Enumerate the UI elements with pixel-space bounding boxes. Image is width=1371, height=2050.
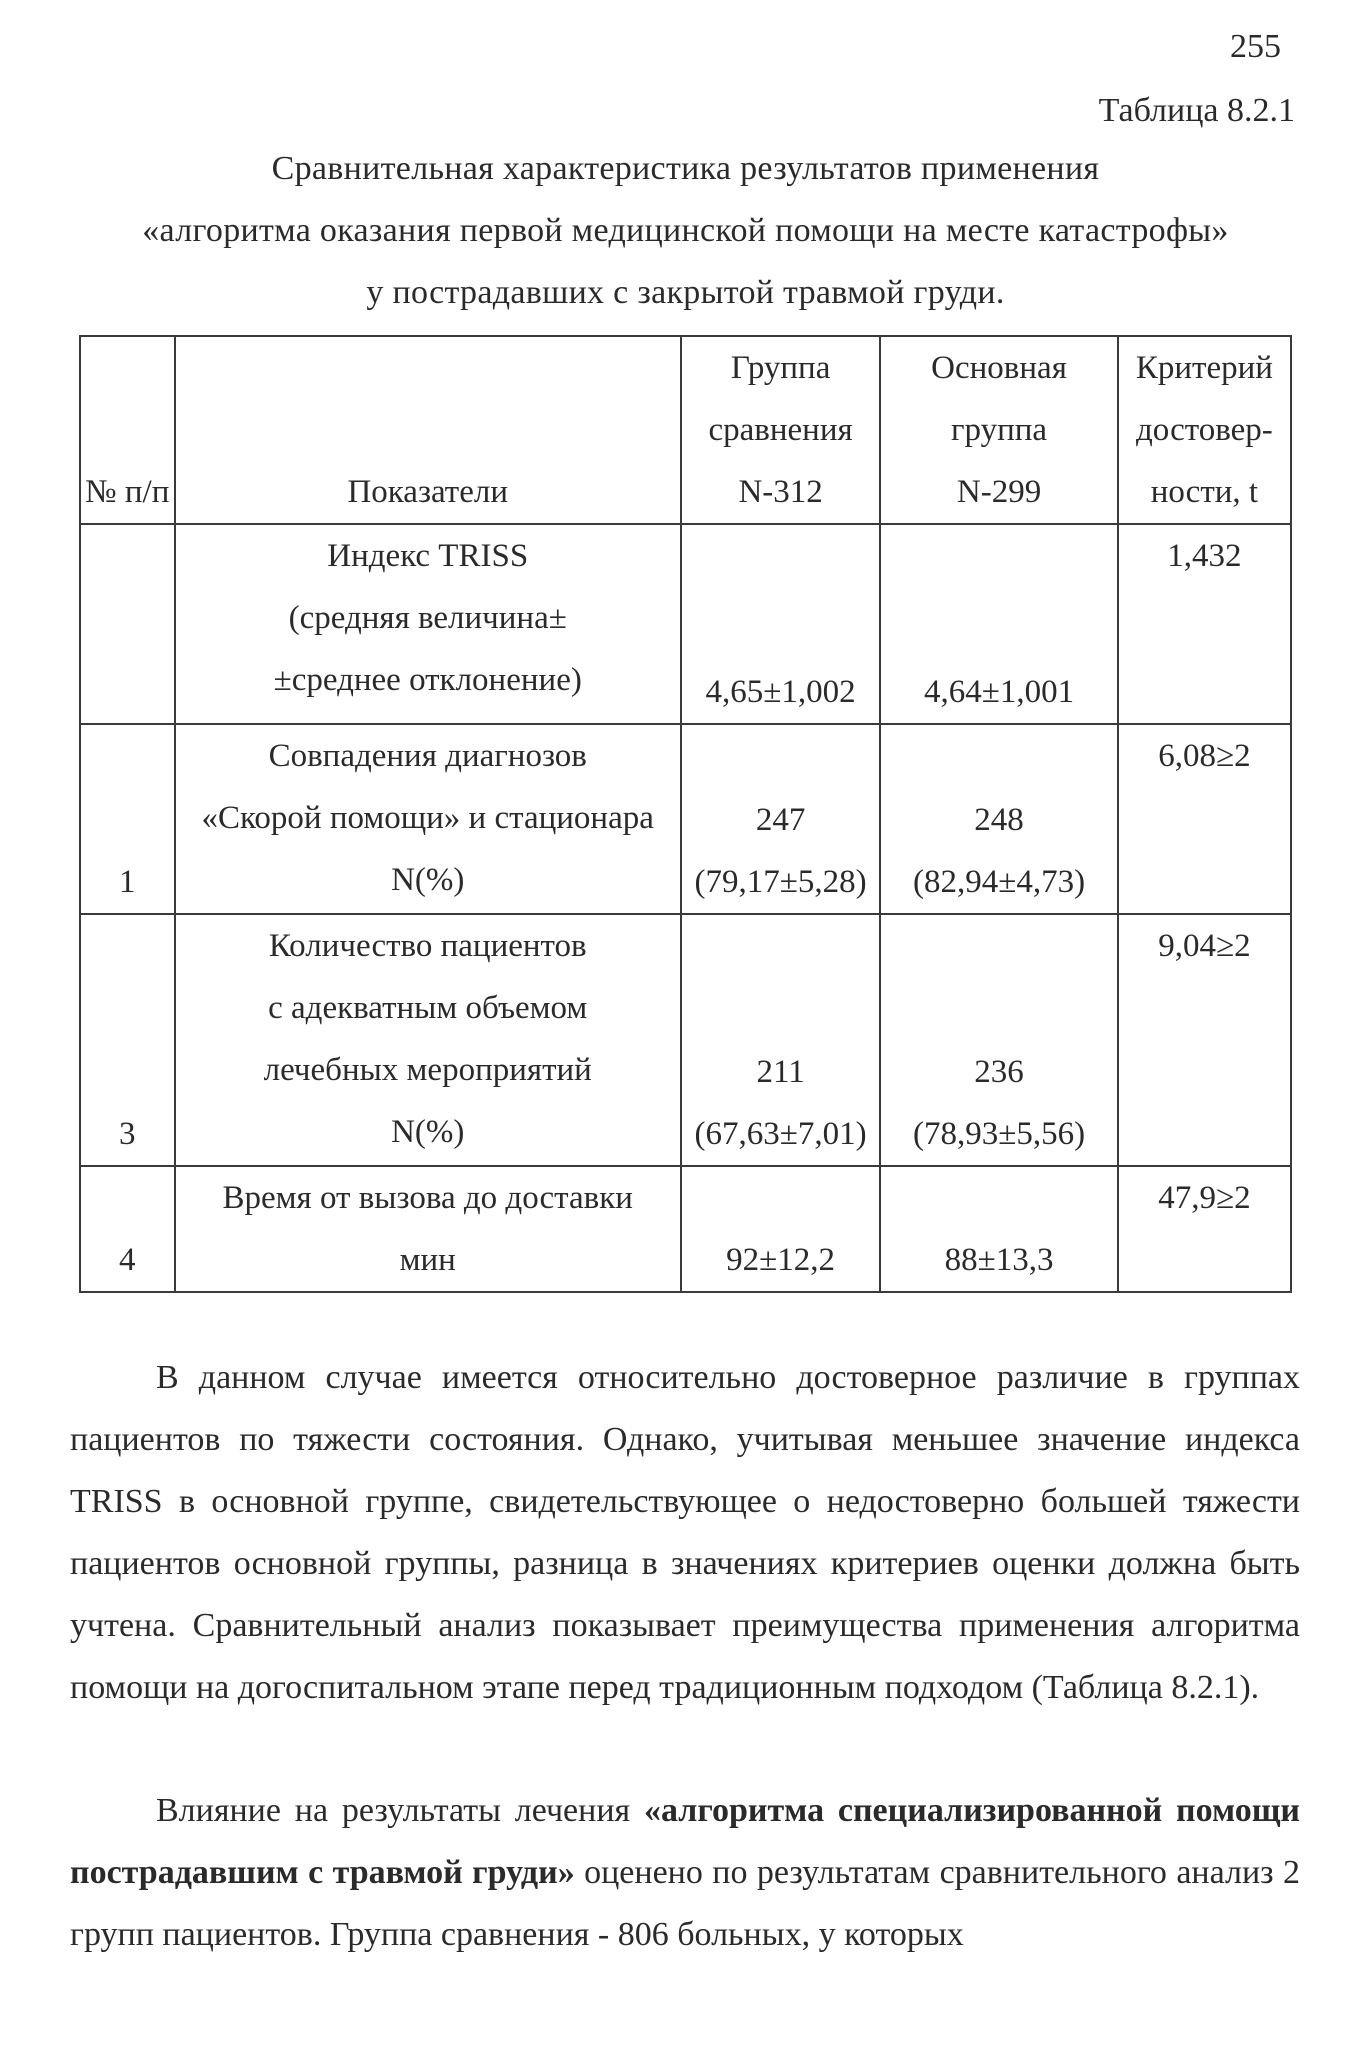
table-caption-line-2: «алгоритма оказания первой медицинской помощи на месте катастрофы» [142, 212, 1229, 249]
row-criterion-value: 6,08≥2 [1158, 738, 1251, 774]
header-main-group-line: группа [951, 412, 1048, 448]
row-criterion-value: 9,04≥2 [1158, 928, 1251, 964]
paragraph-2-end: оценено по результатам сравнительного анализ 2 групп пациентов. Группа сравнения - 806 больных, у которых [70, 1854, 1301, 1953]
row-indicator [175, 1166, 681, 1292]
row-criterion [1118, 724, 1291, 914]
header-number-line: № п/п [85, 474, 170, 510]
header-criterion-line: ности, t [1150, 474, 1259, 510]
row-indicator [175, 724, 681, 914]
row-main-value [880, 524, 1117, 724]
row-number-value: 4 [119, 1242, 136, 1278]
table-row [80, 914, 1291, 1166]
row-indicator-line: Количество пациентов [268, 928, 587, 964]
row-indicator-line: N(%) [391, 1114, 465, 1150]
results-table [79, 335, 1292, 1293]
header-indicator-line: Показатели [347, 474, 508, 510]
header-comparison-group-line: сравнения [708, 412, 853, 448]
paragraph-1 [70, 1347, 1300, 1719]
row-comparison-value [681, 914, 880, 1166]
page-number: 255 [1230, 28, 1281, 65]
header-comparison-group [681, 336, 880, 524]
row-indicator-line: N(%) [391, 862, 465, 898]
row-main-value-line: 248 [974, 802, 1024, 838]
row-comparison-value [681, 524, 880, 724]
row-number-value: 1 [119, 864, 136, 900]
row-comparison-value-line: 247 [755, 802, 806, 838]
row-indicator-line: ±среднее отклонение) [273, 662, 582, 698]
row-main-value-line: (78,93±5,56) [912, 1116, 1086, 1152]
table-row [80, 524, 1291, 724]
table-row [80, 724, 1291, 914]
header-criterion [1118, 336, 1291, 524]
row-comparison-value [681, 724, 880, 914]
row-comparison-value-line: (79,17±5,28) [694, 864, 867, 900]
row-comparison-value-line: 4,65±1,002 [705, 674, 856, 710]
row-number-value: 3 [119, 1116, 136, 1152]
row-comparison-value [681, 1166, 880, 1292]
row-main-value [880, 1166, 1117, 1292]
row-main-value [880, 724, 1117, 914]
table-row [80, 1166, 1291, 1292]
row-main-value-line: 88±13,3 [944, 1242, 1054, 1278]
row-main-value-line: (82,94±4,73) [912, 864, 1086, 900]
header-comparison-group-line: N-312 [738, 474, 823, 510]
table-caption-line-1: Сравнительная характеристика результатов применения [271, 150, 1100, 187]
table-label: Таблица 8.2.1 [1098, 92, 1295, 129]
row-number [80, 914, 175, 1166]
paragraph-1-text: В данном случае имеется относительно достоверное различие в группах пациентов по тяжести состояния. Однако, учитывая меньшее значение индекса TRISS в основной группе, свидетельствующее о недостоверно большей тяжести пациентов основной группы, разница в значениях критериев оценки должна быть учтена. Сравнительный анализ показывает преимущества применения алгоритма помощи на догоспитальном этапе перед традиционным подходом (Таблица 8.2.1). [70, 1359, 1300, 1706]
header-criterion-line: Критерий [1135, 350, 1273, 386]
header-main-group [880, 336, 1117, 524]
header-comparison-group-line: Группа [730, 350, 831, 386]
row-criterion-value: 1,432 [1167, 538, 1242, 574]
row-indicator-line: «Скорой помощи» и стационара [201, 800, 654, 836]
row-criterion-value: 47,9≥2 [1158, 1180, 1251, 1216]
row-main-value-line: 4,64±1,001 [923, 674, 1075, 710]
row-indicator-line: лечебных мероприятий [263, 1052, 592, 1088]
paragraph-2-bold: «алгоритма специализированной помощи пострадавшим с травмой груди» [70, 1792, 1300, 1891]
paragraph-2-start: Влияние на результаты лечения [156, 1792, 644, 1829]
row-indicator-line: Индекс TRISS [327, 538, 529, 574]
row-indicator-line: с адекватным объемом [268, 990, 588, 1026]
row-indicator-line: мин [399, 1242, 456, 1278]
row-indicator-line: Совпадения диагнозов [268, 738, 587, 774]
row-main-value [880, 914, 1117, 1166]
row-criterion [1118, 914, 1291, 1166]
row-indicator [175, 914, 681, 1166]
row-indicator-line: (средняя величина± [288, 600, 567, 636]
row-comparison-value-line: (67,63±7,01) [694, 1116, 867, 1152]
row-number [80, 724, 175, 914]
table-caption-line-3: у пострадавших с закрытой травмой груди. [366, 274, 1005, 311]
row-main-value-line: 236 [974, 1054, 1024, 1090]
table-header-row [80, 336, 1291, 524]
header-criterion-line: достовер- [1136, 412, 1273, 448]
paragraph-2 [70, 1780, 1300, 1966]
header-main-group-line: Основная [931, 350, 1067, 386]
row-comparison-value-line: 92±12,2 [726, 1242, 836, 1278]
row-number [80, 1166, 175, 1292]
row-indicator [175, 524, 681, 724]
header-main-group-line: N-299 [956, 474, 1042, 510]
row-number [80, 524, 175, 724]
row-criterion [1118, 524, 1291, 724]
header-number [80, 336, 175, 524]
header-indicator [175, 336, 681, 524]
row-criterion [1118, 1166, 1291, 1292]
row-indicator-line: Время от вызова до доставки [222, 1180, 633, 1216]
row-comparison-value-line: 211 [756, 1054, 805, 1090]
